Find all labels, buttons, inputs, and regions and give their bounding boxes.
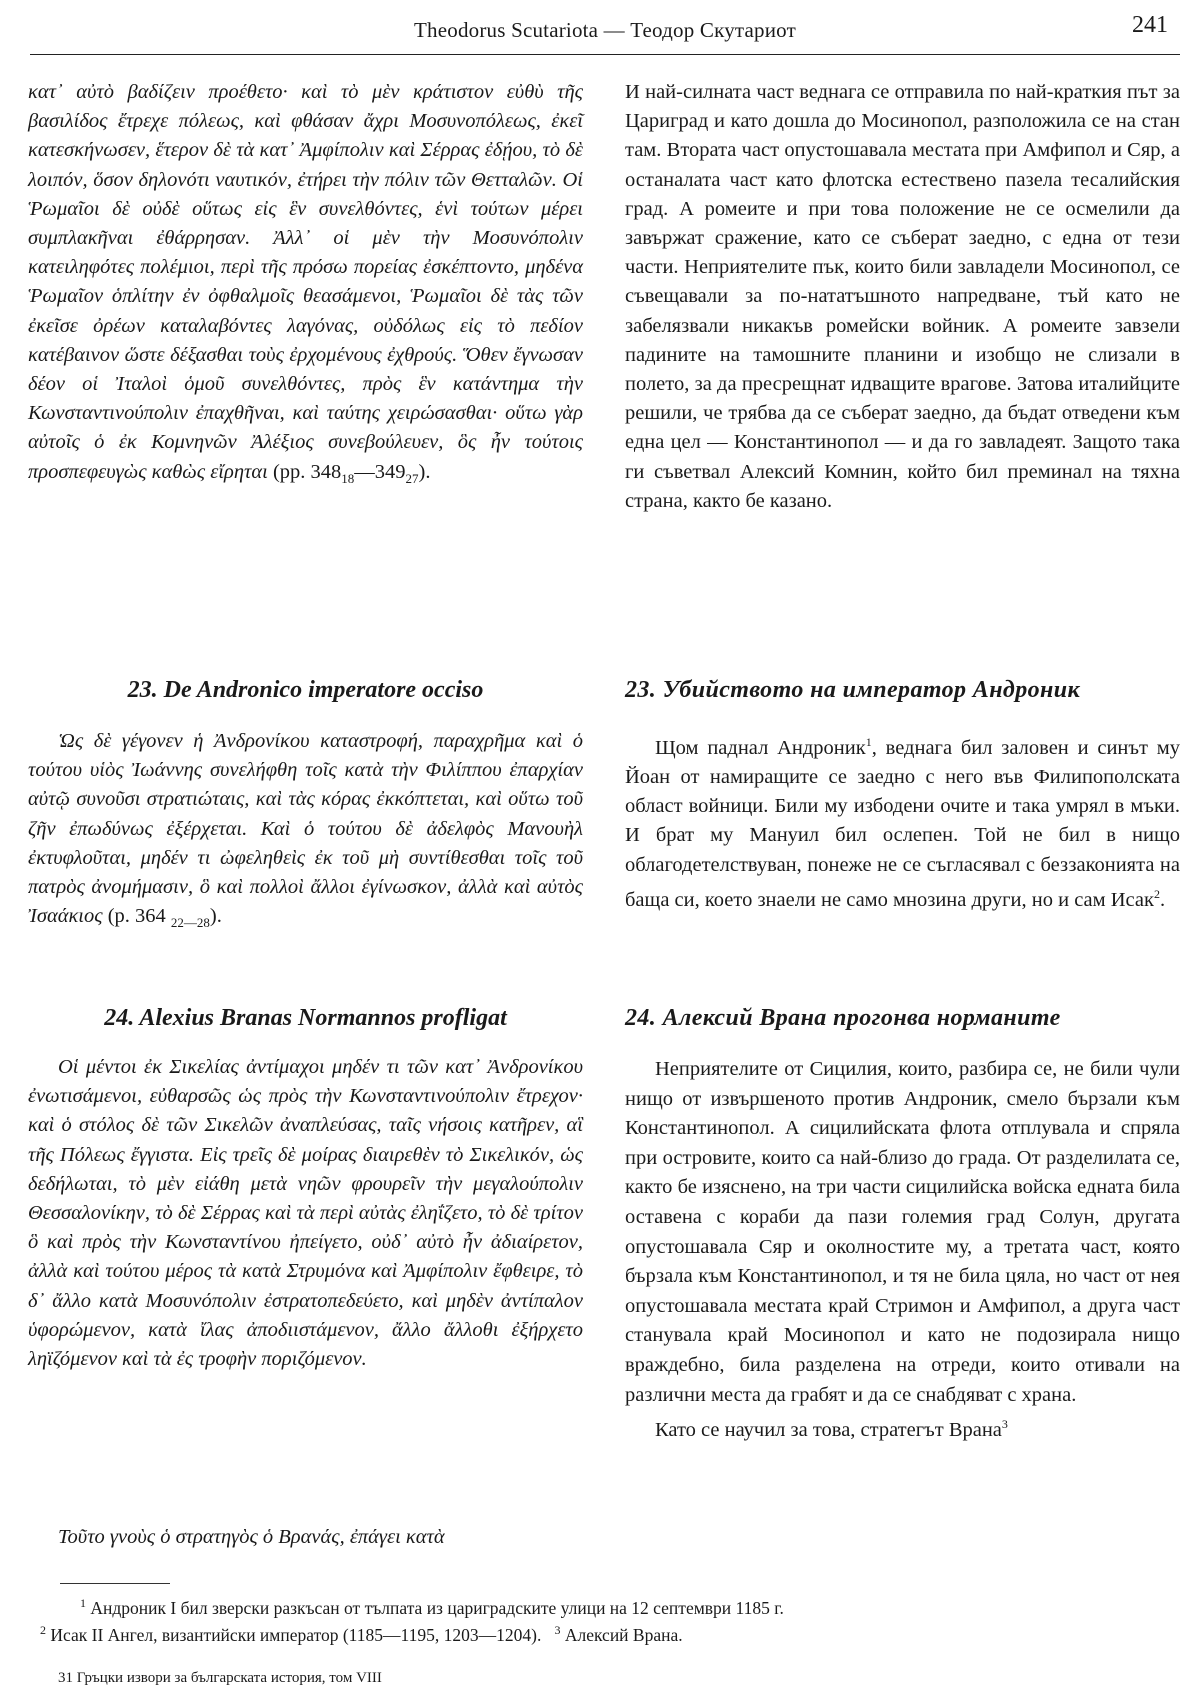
section-23-bulgarian-heading: 23. Убийството на император Андроник [625,677,1081,703]
greek-opening-text: κατ᾽ αὐτὸ βαδίζειν προέθετο· καὶ τὸ μὲν κράτιστον εὐθὺ τῆς βασιλίδος ἔτρεχε πόλεως, καὶ φθάσαν ἄχρι Μοσυνοπόλεως, ἐκεῖ κατεσκήνωσεν, ἕτερον δὲ τὰ κατ᾽ Ἀμφίπολιν καὶ Σέρρας ἐδῄου, τὸ δὲ λοιπόν, ὅσον δηλονότι ναυτικόν, ἐτήρει τὴν πόλιν τῶν Θετταλῶν. Οἱ Ῥωμαῖοι δὲ οὐδὲ οὕτως εἰς ἓν συνελθόντες, ἑνὶ τούτων μέρει συμπλακῆναι ἐθάρρησαν. Ἀλλ᾽ οἱ μὲν τὴν Μοσυνόπολιν κατειληφότες πολέμιοι, περὶ τῆς πρόσω πορείας ἐσκέπτοντο, μηδένα Ῥωμαῖον ὁπλίτην ἐν ὀφθαλμοῖς θεασάμενοι, Ῥωμαῖοι δὲ τὰς τῶν ἐκεῖσε ὀρέων καταλαβόντες λαγόνας, οὐδόλως εἰς τὸ πεδίον κατέβαινον ὥστε δέξασθαι τοὺς ἐρχομένους ἐχθρούς. Ὅθεν ἔγνωσαν δέον οἱ Ἰταλοὶ ὁμοῦ συνελθόντες, πρὸς ἓν κατάντημα τὴν Κωνσταντινούπολιν ἐπαχθῆναι, καὶ ταύτης χειρώσασθαι· οὕτω γὰρ αὐτοῖς ὁ ἐκ Κομνηνῶν Ἀλέξιος συνεβούλευεν, ὃς ἦν τούτοις προσπεφευγὼς καθὼς εἴρηται [28,81,583,483]
section-24-bulgarian-heading: 24. Алексий Врана прогонва норманите [625,1005,1061,1031]
footnote-1: $^1$ Андроник I бил зверски разкъсан от тълпата из цариградските улици на 12 септември 1185 г. [80,1596,784,1618]
running-title: Theodorus Scutariota — Теодор Скутариот [414,18,796,42]
running-head [30,10,1180,50]
footnote-ref-1[interactable]: 1 [865,735,872,749]
footnote-2-3: $^2$ Исак II Ангел, византийски император (1185—1195, 1203—1204). $^3$ Алексий Врана. [40,1622,683,1645]
section-24-greek-text: Οἱ μέντοι ἐκ Σικελίας ἀντίμαχοι μηδέν τι τῶν κατ᾽ Ἀνδρονίκου ἐνωτισάμενοι, εὐθαρσῶς ὡς πρὸς τὴν Κωνσταντινούπολιν ἔτρεχον· καὶ ὁ στόλος δὲ τῶν Σικελῶν ἀναπλεύσας, ταῖς νήσοις κατῆρεν, αἳ τῆς Πόλεως ἔγγιστα. Εἰς τρεῖς δὲ μοίρας διαιρεθὲν τὸ Σικελικόν, ὡς δεδήλωται, τὸ μὲν εἰάθη μετὰ νηῶν φρουρεῖν τὴν μεγαλούπολιν Θεσσαλονίκην, τὸ δὲ Σέρρας καὶ τὰ περὶ αὐτὰς ἐληΐζετο, τὸ δὲ τρίτον ὃ καὶ πρὸς τὴν Κωνσταντίνου ἠπείγετο, οὐδ᾽ αὐτὸ ἦν ἀδιαίρετον, ἀλλὰ καὶ τούτου μέρος τὰ κατὰ Στρυμόνα καὶ Ἀμφίπολιν ἔφθειρε, τὸ δ᾽ ἄλλο κατὰ Μοσυνόπολιν ἐστρατοπεδεύετο, καὶ μηδὲν ἀντίπαλον ὑφορώμενον, κατὰ ἴλας ἀποδιιστάμενον, ἄλλο ἄλλοθι ἐξήρχετο ληϊζόμενον καὶ τὰ ἐς τροφὴν ποριζόμενον. [28,1056,583,1371]
footnote-3: Алексий Врана. [564,1624,683,1645]
section-23-bulgarian-text: Щом паднал Андроник$^1$, веднага бил заловен и синът му Йоан от намиращите се заедно с него във Филипополската област войници. Били му избодени очите и така умрял в мъки. И брат му Мануил бил ослепен. Той не бил в нищо облагодетелствуван, понеже не се съгласявал с беззаконията на баща си, което знаели не само мнозина други, но и сам Исак$^2$. [625,735,1180,911]
section-23-greek-text: Ὡς δὲ γέγονεν ἡ Ἀνδρονίκου καταστροφή, παραχρῆμα καὶ ὁ τούτου υἱὸς Ἰωάννης συνελήφθη τοῖς κατὰ τὴν Φιλίππου ἐπαρχίαν αὐτῷ συνοῦσι στρατιώταις, καὶ τὰς κόρας ἐκκόπτεται, καὶ οὕτω τοῦ ζῆν ἐπωδύνως ἐξέρχεται. Καὶ ὁ τούτου δὲ ἀδελφὸς Μανουὴλ ἐκτυφλοῦται, μηδέν τι ὠφεληθεὶς ἐκ τοῦ μὴ συντίθεσθαι τοῖς τοῦ πατρὸς ἀνομήμασιν, ὃ καὶ πολλοὶ ἄλλοι ἐγίνωσκον, ἀλλὰ καὶ αὐτὸς Ἰσαάκιος (p. 364 $_{22—28}$). [28,730,583,931]
footnotes [40,1592,1170,1646]
header-rule [30,54,1180,55]
footnote-ref-3[interactable]: 3 [1001,1417,1008,1432]
signature-line: 31 Гръцки извори за българската история, том VIII [58,1670,382,1686]
greek-opening-paragraph [28,78,583,493]
greek-opening-reference: (pp. $348_{18}—349_{27}$). [272,460,431,486]
section-23-greek-reference: (p. 364 $_{22—28}$). [107,905,222,931]
section-24-latin-heading: 24. Alexius Branas Normannos profligat [104,1005,507,1031]
footnote-2: Исак II Ангел, византийски император (1185—1195, 1203—1204). [50,1624,542,1645]
page-number: 241 [1132,12,1168,38]
section-24-greek-continuation: Τοῦτο γνοὺς ὁ στρατηγὸς ὁ Βρανάς, ἐπάγει κατὰ [58,1526,445,1548]
bulgarian-opening-paragraph: И най-силната част веднага се отправила по най-краткия път за Цариград и като дошла до Мосинопол, разположила се на стан там. Втората част опустошавала местата при Амфипол и Сяр, а останалата част като флотска естествено пазела тесалийския град. А ромеите и при това положение не се осмелили да завържат сражение, като се съберат заедно, с една от тези части. Неприятелите пък, които били завладели Мосинопол, се съвещавали за по-нататъшното напредване, тъй като не забелязвали никакъв ромейски войник. А ромеите завзели падините на тамошните планини и изобщо не слизали в полето, за да пресрещнат идващите врагове. Затова италийците решили, че трябва да се съберат заедно, да бъдат отведени към една цел — Константинопол — и да го завладеят. Защото така ги съветвал Алексий Комнин, който бил преминал на тяхна страна, както бе казано. [625,81,1180,512]
section-23-latin-heading: 23. De Andronico imperatore occiso [127,677,484,703]
footnote-rule [60,1583,170,1584]
section-24-bulgarian-text: Неприятелите от Сицилия, които, разбира се, не били чули нищо от извършеното против Андроник, смело бързали към Константинопол. А сицилийската флота отплувала и спряла при островите, които са най-близо до града. От разделилата се, както бе изяснено, на три части сицилийска войска едната била оставена с кораби да пази големия град Солун, другата опустошавала Сяр и околностите му, а третата част, която бързала към Константинопол, и тя не била цяла, но част от нея опустошавала местата край Стримон и Амфипол, а друга част станувала край Мосинопол и като не подозирала нищо враждебно, била разделена на отреди, които отивали на различни места да грабят и да се снабдяват с храна. Като се научил за това, стратегът Врана$^3$ [625,1058,1180,1441]
footnote-ref-2[interactable]: 2 [1153,886,1160,901]
